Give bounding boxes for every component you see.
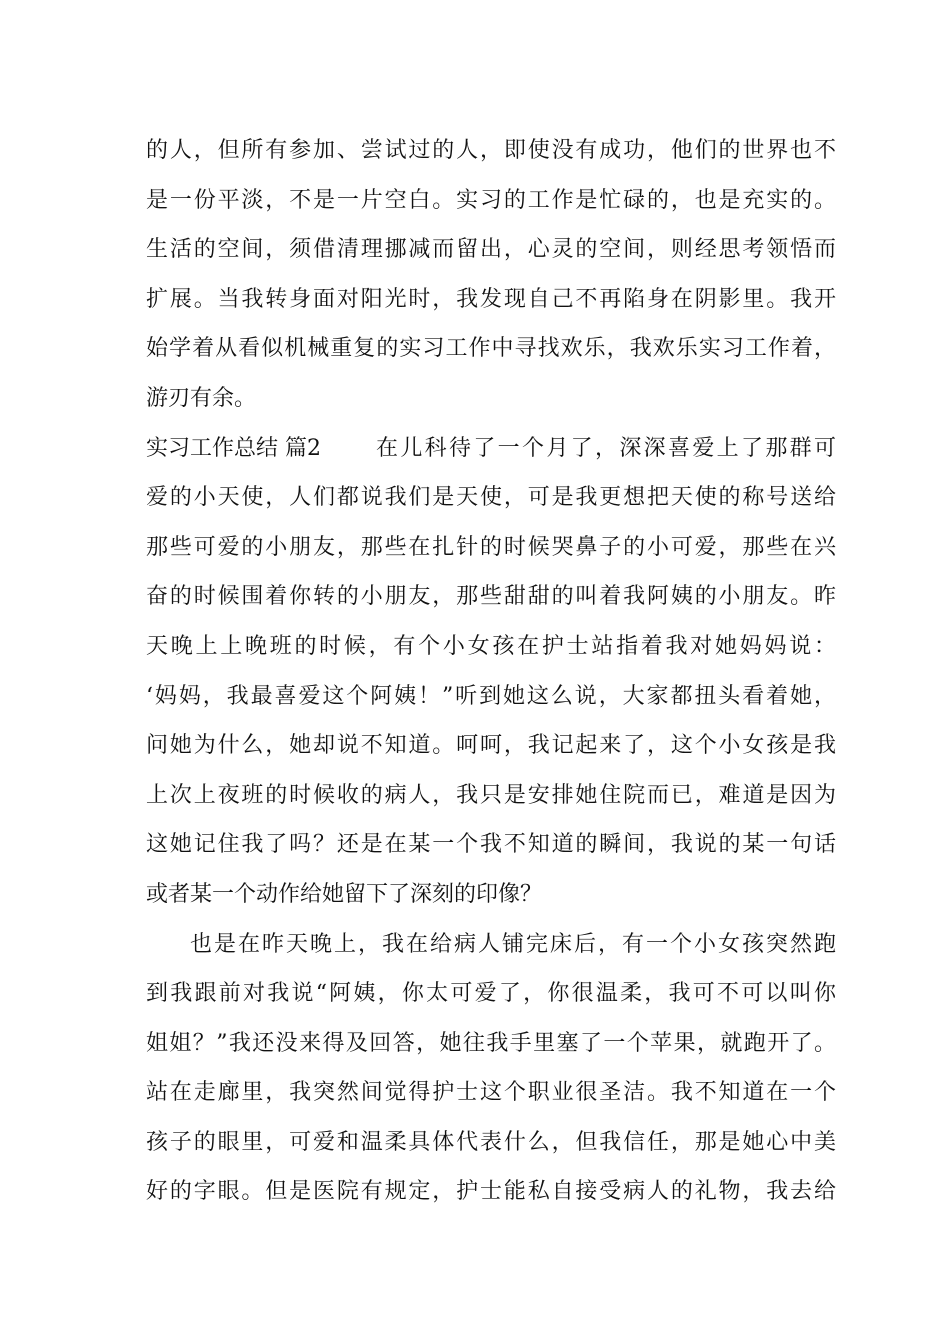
text-line: 问她为什么，她却说不知道。呵呵，我记起来了，这个小女孩是我	[146, 733, 836, 759]
text-line: 的人，但所有参加、尝试过的人，即使没有成功，他们的世界也不	[146, 138, 836, 163]
text-line: 或者某一个动作给她留下了深刻的印像？	[146, 881, 543, 907]
text-line: 孩子的眼里，可爱和温柔具体代表什么，但我信任，那是她心中美	[146, 1129, 836, 1155]
text-line: ‘妈妈，我最喜爱这个阿姨！”听到她这么说，大家都扭头看着她，	[146, 683, 836, 709]
text-line: 奋的时候围着你转的小朋友，那些甜甜的叫着我阿姨的小朋友。昨	[146, 584, 836, 610]
text-line: 姐姐？”我还没来得及回答，她往我手里塞了一个苹果，就跑开了。	[146, 1030, 836, 1056]
section-heading-line	[146, 424, 836, 474]
text-line: 扩展。当我转身面对阳光时，我发现自己不再陷身在阴影里。我开	[146, 286, 836, 312]
text-line: 站在走廊里，我突然间觉得护士这个职业很圣洁。我不知道在一个	[146, 1080, 836, 1106]
text-line: 那些可爱的小朋友，那些在扎针的时候哭鼻子的小可爱，那些在兴	[146, 534, 836, 560]
document-body	[146, 126, 836, 1217]
text-line: 好的字眼。但是医院有规定，护士能私自接受病人的礼物，我去给	[146, 1179, 836, 1205]
section-title: 实习工作总结 篇2	[146, 435, 321, 461]
text-line: 在儿科待了一个月了，深深喜爱上了那群可	[376, 435, 836, 461]
text-line: 生活的空间，须借清理挪减而留出，心灵的空间，则经思考领悟而	[146, 237, 836, 263]
text-line: 也是在昨天晚上，我在给病人铺完床后，有一个小女孩突然跑	[190, 931, 836, 957]
text-line: 爱的小天使，人们都说我们是天使，可是我更想把天使的称号送给	[146, 485, 836, 511]
text-line: 上次上夜班的时候收的病人，我只是安排她住院而已，难道是因为	[146, 782, 836, 808]
text-line: 这她记住我了吗？还是在某一个我不知道的瞬间，我说的某一句话	[146, 832, 836, 858]
text-line: 始学着从看似机械重复的实习工作中寻找欢乐，我欢乐实习工作着，	[146, 336, 836, 362]
text-line: 天晚上上晚班的时候，有个小女孩在护士站指着我对她妈妈说：	[146, 633, 836, 659]
text-line: 到我跟前对我说“阿姨，你太可爱了，你很温柔，我可不可以叫你	[146, 981, 836, 1007]
text-line: 是一份平淡，不是一片空白。实习的工作是忙碌的，也是充实的。	[146, 187, 836, 213]
text-line: 游刃有余。	[146, 385, 257, 411]
